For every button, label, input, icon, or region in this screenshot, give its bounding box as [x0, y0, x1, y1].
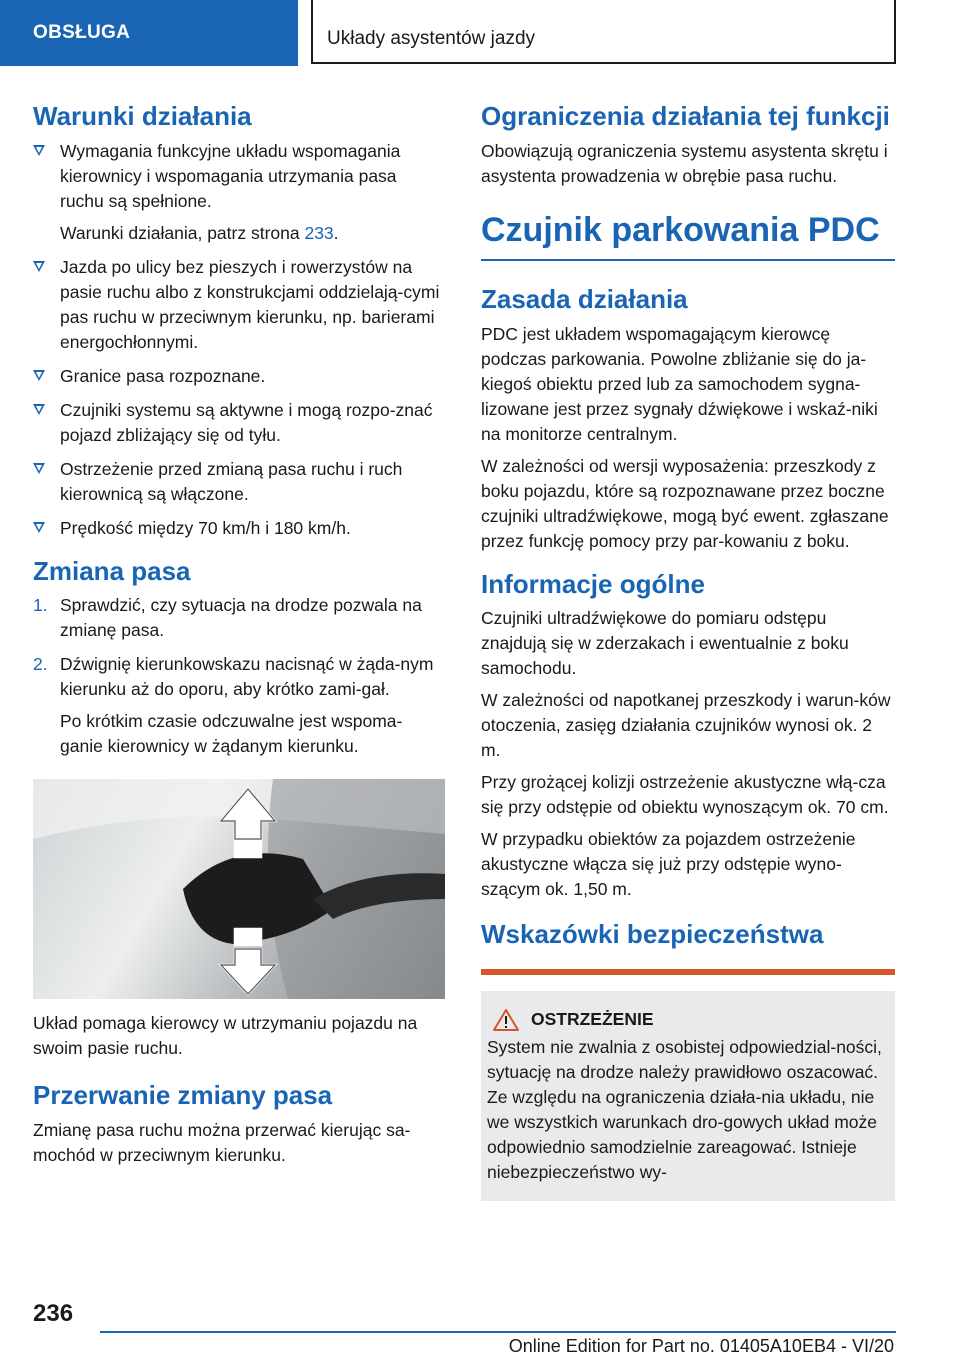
przerwanie-heading: Przerwanie zmiany pasa — [33, 1080, 333, 1110]
lever-arrow-icon — [33, 779, 445, 999]
pdc-heading: Czujnik parkowania PDC — [481, 210, 880, 249]
step-text: Sprawdzić, czy sytuacja na drodze pozwala na zmianę pasa. — [60, 595, 422, 640]
triangle-bullet-icon — [33, 370, 45, 381]
list-item — [33, 255, 445, 355]
zasada-p2: W zależności od wersji wyposażenia: przeszkody z boku pojazdu, które są rozpoznawane przez boczne czujniki ultradźwiękowe, mogą być ewent. zgłaszane przez funkcję pomocy przy par‐kowaniu z boku. — [481, 455, 889, 551]
zasada-p1: PDC jest układem wspomagającym kierowcę podczas parkowania. Powolne zbliżanie się do ja‐kiegoś obiektu przed lub za samochodem sygna‐lizowane jest przez sygnały dźwiękowe i wskaź‐niki na monitorze centralnym. — [481, 323, 878, 444]
list-item — [33, 457, 445, 507]
list-item — [33, 364, 445, 389]
figure-caption: Układ pomaga kierowcy w utrzymaniu pojazdu na swoim pasie ruchu. — [33, 1013, 418, 1058]
edition-text: Online Edition for Part no. 01405A10EB4 - VI/20 — [508, 1336, 894, 1356]
pdc-heading-block — [481, 209, 895, 262]
ograniczenia-text: Obowiązują ograniczenia systemu asystenta skrętu i asystenta prowadzenia w obrębie pasa ruchu. — [481, 140, 888, 186]
list-item-text: Granice pasa rozpoznane. — [60, 365, 266, 386]
turn-signal-illustration — [33, 779, 445, 999]
warunki-heading: Warunki działania — [33, 101, 252, 131]
page-link[interactable]: 233 — [304, 222, 334, 243]
step-sub: Po krótkim czasie odczuwalne jest wspoma‐ganie kierownicy w żądanym kierunku. — [60, 711, 403, 756]
przerwanie-text: Zmianę pasa ruchu można przerwać kierując sa‐mochód w przeciwnym kierunku. — [33, 1119, 411, 1165]
list-item — [33, 398, 445, 448]
page-number: 236 — [33, 1300, 74, 1327]
informacje-p4: W przypadku obiektów za pojazdem ostrzeżenie akustyczne włącza się już przy odstępie wyno‐szącym ok. 1,50 m. — [481, 829, 856, 899]
triangle-bullet-icon — [33, 145, 45, 156]
list-item-text: Jazda po ulicy bez pieszych i rowerzystów na pasie ruchu albo z konstrukcjami oddzielają‐cymi pas ruchu w przeciwnym kierunku, np. barierami energochłonnymi. — [60, 256, 440, 352]
warning-title: OSTRZEŻENIE — [531, 1009, 654, 1029]
warning-triangle-icon — [493, 1009, 519, 1031]
list-item-sub — [60, 221, 445, 246]
right-column — [481, 100, 895, 1201]
list-item-text: Czujniki systemu są aktywne i mogą rozpo‐znać pojazd zbliżający się od tyłu. — [60, 399, 433, 445]
ref-suffix: . — [333, 222, 339, 243]
informacje-p2: W zależności od napotkanej przeszkody i warun‐ków otoczenia, zasięg działania czujników wynosi ok. 2 m. — [481, 690, 891, 760]
zmiana-heading: Zmiana pasa — [33, 555, 191, 586]
list-item — [33, 139, 445, 246]
ograniczenia-heading: Ograniczenia działania tej funkcji — [481, 101, 890, 131]
list-item-text: Wymagania funkcyjne układu wspomagania kierownicy i wspomagania utrzymania pasa ruchu są spełnione. — [60, 140, 401, 211]
footer-rule — [100, 1331, 896, 1333]
step-number: 1. — [33, 595, 48, 615]
triangle-bullet-icon — [33, 463, 45, 474]
list-item — [33, 516, 445, 541]
warning-title-row — [493, 1009, 887, 1031]
ref-text: Warunki działania, patrz strona — [60, 222, 305, 243]
step-item — [33, 652, 445, 759]
list-item-text: Prędkość między 70 km/h i 180 km/h. — [60, 517, 351, 538]
triangle-bullet-icon — [33, 261, 45, 272]
warning-bar — [481, 969, 895, 975]
chapter-title: Układy asystentów jazdy — [311, 0, 896, 64]
step-number: 2. — [33, 654, 48, 674]
steps-list — [33, 593, 445, 759]
zasada-heading: Zasada działania — [481, 284, 688, 314]
page-header — [0, 0, 960, 66]
step-item — [33, 593, 445, 643]
informacje-p3: Przy grożącej kolizji ostrzeżenie akustyczne włą‐cza się przy odstępie od obiektu wynoszącym ok. 70 cm. — [481, 772, 889, 817]
triangle-bullet-icon — [33, 404, 45, 415]
warning-text: System nie zwalnia z osobistej odpowiedzial‐ności, sytuację na drodze należy prawidłowo oszacować. Ze względu na ograniczenia działa‐nia układu, nie we wszystkich warunkach dro‐gowych układ może odpowiednio samodzielnie zareagować. Istnieje niebezpieczeństwo wy‐ — [487, 1036, 882, 1182]
informacje-heading: Informacje ogólne — [481, 568, 705, 599]
list-item-text: Ostrzeżenie przed zmianą pasa ruchu i ruch kierownicą są włączone. — [60, 458, 403, 504]
step-text: Dźwignię kierunkowskazu nacisnąć w żąda‐nym kierunku aż do oporu, aby krótko zami‐gał. — [60, 654, 434, 699]
conditions-list — [33, 139, 445, 541]
left-column — [33, 100, 445, 1175]
section-tab: OBSŁUGA — [0, 0, 298, 66]
wskazowki-heading: Wskazówki bezpieczeństwa — [481, 919, 824, 949]
informacje-p1: Czujniki ultradźwiękowe do pomiaru odstępu znajdują się w zderzakach i ewentualnie z boku samochodu. — [481, 608, 849, 678]
triangle-bullet-icon — [33, 522, 45, 533]
warning-box — [481, 991, 895, 1201]
